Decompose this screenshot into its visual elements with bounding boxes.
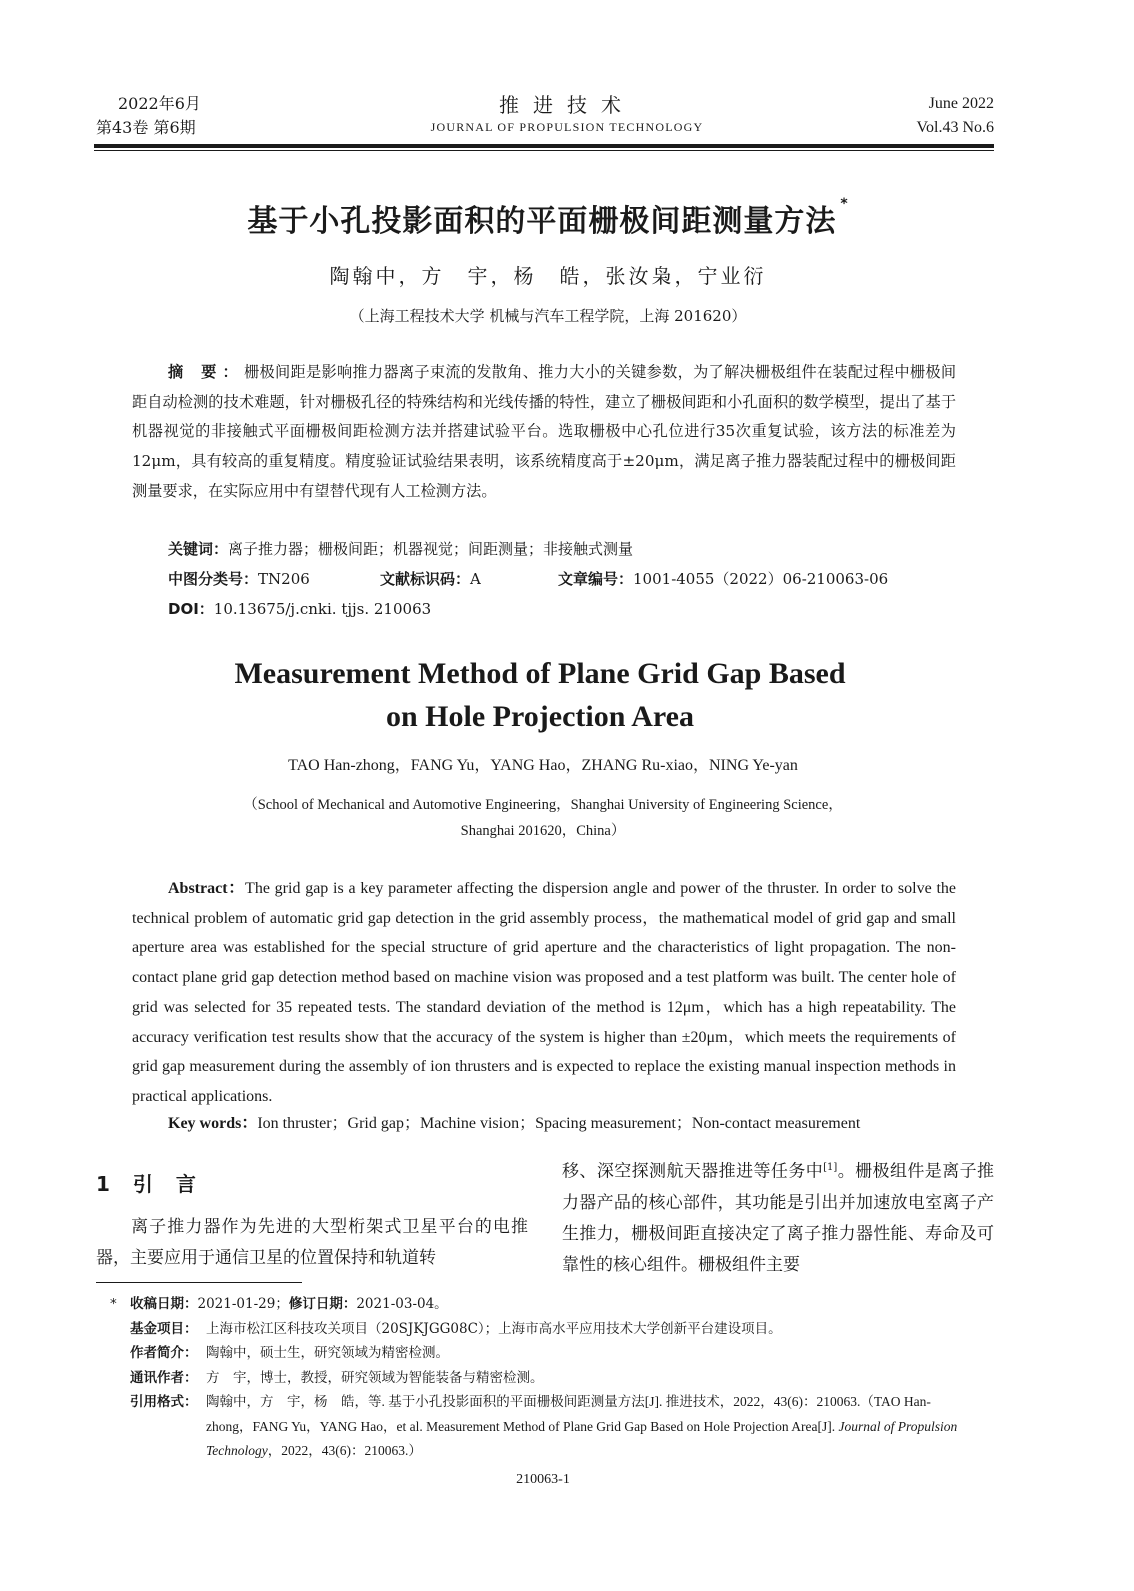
keywords-cn-label: 关键词： [168, 540, 229, 558]
title-en-line1: Measurement Method of Plane Grid Gap Based [234, 657, 846, 690]
doc-code-value: A [470, 570, 481, 588]
header-rule-thick [94, 144, 994, 148]
corresponding-text: 方 宇，博士，教授，研究领域为智能装备与精密检测。 [206, 1369, 544, 1386]
doi-label: DOI： [168, 600, 214, 618]
authors-cn: 陶翰中，方 宇，杨 皓，张汝枭，宁业衍 [329, 264, 767, 288]
paper-title-en [0, 652, 1080, 738]
paper-title-cn [0, 196, 1096, 240]
footnotes [96, 1292, 976, 1464]
header-rule-thin [94, 150, 994, 151]
abstract-cn-label: 摘 要： [168, 363, 245, 381]
intro-right-text-a: 移、深空探测航天器推进等任务中 [562, 1161, 824, 1182]
affiliation-cn: （上海工程技术大学 机械与汽车工程学院，上海 201620） [349, 307, 747, 325]
citation-en-journal: Journal of Propulsion Technology [206, 1418, 958, 1458]
footnote-bio [96, 1341, 976, 1366]
keywords-cn [168, 538, 633, 559]
fund-label: 基金项目： [130, 1320, 198, 1337]
footnote-fund [96, 1317, 976, 1342]
footnote-rule [96, 1282, 302, 1283]
footnote-corresponding [96, 1366, 976, 1391]
journal-name-en: JOURNAL OF PROPULSION TECHNOLOGY [430, 120, 704, 134]
header-volume-en: Vol.43 No.6 [916, 119, 994, 136]
abstract-cn-text: 栅极间距是影响推力器离子束流的发散角、推力大小的关键参数，为了解决栅极组件在装配过程中栅极间距自动检测的技术难题，针对栅极孔径的特殊结构和光线传播的特性，建立了栅极间距和小孔面积的数学模型，提出了基于机器视觉的非接触式平面栅极间距检测方法并搭建试验平台。选取栅极中心孔位进行35次重复试验，该方法的标准差为12μm，具有较高的重复精度。精度验证试验结果表明，该系统精度高于±20μm，满足离子推力器装配过程中的栅极间距测量要求，在实际应用中有望替代现有人工检测方法。 [132, 363, 957, 500]
keywords-en-text: Ion thruster；Grid gap；Machine vision；Spacing measurement；Non-contact measurement [257, 1115, 861, 1132]
journal-name-cn: 推进技术 [499, 93, 635, 117]
abstract-en-text: The grid gap is a key parameter affecting the dispersion angle and power of the thruster. In order to solve the technical problem of automatic grid gap detection in the grid assembly process，the mathematical model of grid gap and small aperture area was established for the special structure of grid aperture and the characteristics of light propagation. The non-contact plane grid gap detection method based on machine vision was proposed and a test platform was built. The center hole of grid was selected for 35 repeated tests. The standard deviation of the method is 12μm，which has a high repeatability. The accuracy verification test results show that the accuracy of the system is higher than ±20μm，which meets the requirements of grid gap measurement during the assembly of ion thrusters and is expected to replace the existing manual inspection methods in practical applications. [132, 880, 957, 1105]
bio-text: 陶翰中，硕士生，研究领域为精密检测。 [206, 1345, 449, 1361]
keywords-en-label: Key words： [168, 1115, 258, 1132]
title-footnote-mark: * [840, 196, 849, 212]
citation-en-b: ，2022，43(6)：210063.） [267, 1443, 422, 1458]
abstract-en [132, 874, 956, 1112]
body-left-column [96, 1212, 528, 1274]
reference-citation-1[interactable]: [1] [823, 1162, 838, 1173]
footnote-received [96, 1292, 976, 1317]
affiliation-en-line1: （School of Mechanical and Automotive Engineering，Shanghai University of Engineering Science， [243, 797, 843, 813]
intro-left-text: 离子推力器作为先进的大型桁架式卫星平台的电推器，主要应用于通信卫星的位置保持和轨道转 [96, 1217, 528, 1268]
article-number-label: 文章编号： [558, 570, 634, 588]
article-number-value: 1001-4055（2022）06-210063-06 [633, 570, 889, 588]
title-en-line2: on Hole Projection Area [386, 700, 694, 733]
page-number: 210063-1 [516, 1472, 570, 1487]
received-label: 收稿日期： [130, 1296, 198, 1312]
citation-label: 引用格式： [130, 1394, 198, 1410]
journal-masthead [300, 92, 834, 135]
keywords-cn-text: 离子推力器；栅极间距；机器视觉；间距测量；非接触式测量 [228, 540, 634, 558]
body-right-column [562, 1152, 994, 1281]
revised-label: 修订日期： [288, 1296, 357, 1312]
header-date-cn: 2022年6月 [118, 94, 201, 113]
intro-right-text-b: 。栅极组件是离子推力器产品的核心部件，其功能是引出并加速放电室离子产生推力，栅极间距直接决定了离子推力器性能、寿命及可靠性的核心组件。栅极组件主要 [562, 1161, 995, 1275]
authors-en: TAO Han-zhong，FANG Yu，YANG Hao，ZHANG Ru-xiao，NING Ye-yan [288, 757, 798, 774]
affiliation-en-line2: Shanghai 201620，China） [460, 823, 626, 839]
header-volume-cn: 第43卷 第6期 [96, 118, 196, 137]
fund-text: 上海市松江区科技攻关项目（20SJKJGG08C）；上海市高水平应用技术大学创新平台建设项目。 [206, 1320, 782, 1337]
corresponding-label: 通讯作者： [130, 1369, 198, 1386]
citation-cn: 陶翰中，方 宇，杨 皓，等. 基于小孔投影面积的平面栅极间距测量方法[J]. 推进技术，2022，43(6)：210063. [206, 1394, 861, 1409]
bio-label: 作者简介： [130, 1345, 198, 1361]
header-issue-cn [96, 92, 201, 140]
affiliation-en [0, 792, 1086, 844]
footnote-citation [96, 1390, 976, 1464]
received-date: 2021-01-29； [197, 1296, 289, 1312]
header-date-en: June 2022 [928, 95, 994, 112]
clc-label: 中图分类号： [168, 570, 259, 588]
keywords-en [168, 1110, 860, 1133]
abstract-en-label: Abstract： [168, 880, 246, 897]
footnote-mark: * [110, 1296, 117, 1312]
section-heading-introduction: 1 引 言 [96, 1172, 204, 1196]
doi-value: 10.13675/j.cnki. tjjs. 210063 [213, 600, 432, 618]
classification-row [168, 568, 968, 589]
clc-value: TN206 [258, 570, 310, 588]
abstract-cn [132, 358, 956, 507]
citation-en-a: （TAO Han-zhong，FANG Yu，YANG Hao，et al. Measurement Method of Plane Grid Gap Based on Hole Projection Area[J]. [206, 1394, 931, 1434]
title-cn-text: 基于小孔投影面积的平面栅极间距测量方法 [247, 204, 837, 239]
header-issue-en [917, 92, 995, 140]
revised-date: 2021-03-04。 [356, 1296, 448, 1312]
doi-line [168, 598, 431, 619]
doc-code-label: 文献标识码： [380, 570, 471, 588]
